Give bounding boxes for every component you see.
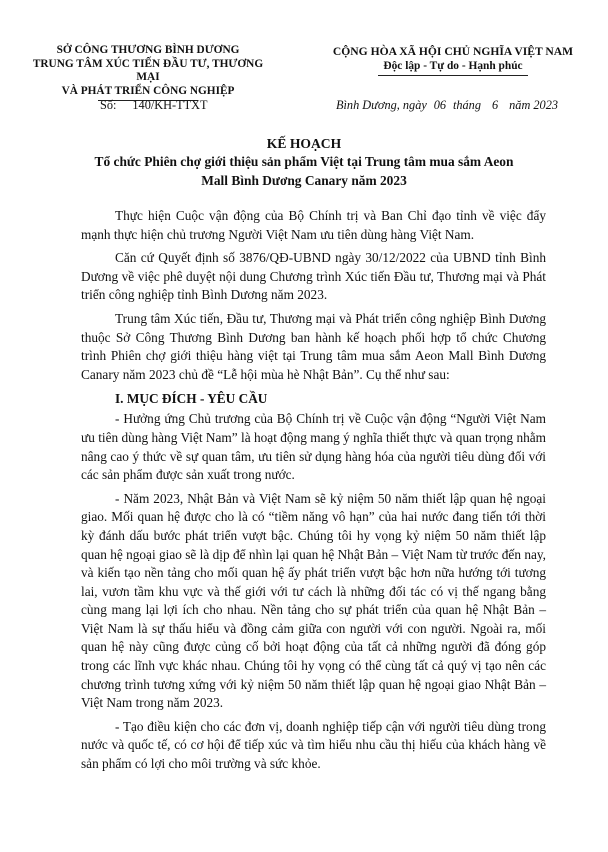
section-paragraph: - Năm 2023, Nhật Bản và Việt Nam sẽ kỷ niệm 50 năm thiết lập quan hệ ngoại giao. Mối quan hệ được cho là có “tiềm năng vô hạn” của hai nước đang tiến tới thời kỳ đánh dấu bước phát triển vượt bậc. Chúng tôi hy vọng kỷ niệm 50 năm thiết lập quan hệ ngoại giao sẽ là dịp để nhìn lại quan hệ Nhật Bản – Việt Nam từ trước đến nay, và kiến tạo nền tảng cho mối quan hệ ấy phát triển vượt bậc hơn nữa hướng tới tương lai, vươn tầm khu vực và thế giới với tư cách là những đối tác có vị thế ngang bằng cùng mang lại lợi ích cho nhau. Nền tảng cho sự phát triển của quan hệ Nhật Bản – Việt Nam là sự thấu hiểu và đồng cảm giữa con người với con người. Ngoài ra, mối quan hệ này cũng được củng cố bởi hoạt động của tất cả những người đã đóng góp trong các lĩnh vực khác nhau. Chúng tôi hy vọng có thể cùng tất cả quý vị tạo nên các chương trình tương xứng với kỷ niệm 50 năm thiết lập quan hệ ngoại giao Nhật Bản – Việt Nam trong năm 2023.: [81, 490, 546, 711]
document-body: [81, 207, 546, 779]
section-paragraph: - Tạo điều kiện cho các đơn vị, doanh nghiệp tiếp cận với người tiêu dùng trong nước và quốc tế, có cơ hội để tiếp xúc và tìm hiểu nhu cầu thị hiếu của khách hàng về sản phẩm có lợi cho môi trường và sức khỏe.: [81, 718, 546, 772]
date-year: năm 2023: [509, 98, 558, 112]
agency-name-line1: TRUNG TÂM XÚC TIẾN ĐẦU TƯ, THƯƠNG MẠI: [32, 57, 264, 83]
intro-paragraph: Thực hiện Cuộc vận động của Bộ Chính trị và Ban Chỉ đạo tỉnh về việc đẩy mạnh thực hiện chủ trương Người Việt Nam ưu tiên dùng hàng Việt Nam.: [81, 208, 546, 242]
document-number: [100, 98, 208, 113]
section-paragraph: - Hưởng ứng Chủ trương của Bộ Chính trị về Cuộc vận động “Người Việt Nam ưu tiên dùng hàng Việt Nam” là hoạt động mang ý nghĩa thiết thực và quan trọng nhằm nâng cao ý thức về sự quan tâm, ưu tiên sử dụng hàng hóa của người tiêu dùng đối với các sản phẩm được sản xuất trong nước.: [81, 411, 546, 483]
agency-name-line2: VÀ PHÁT TRIỂN CÔNG NGHIỆP: [61, 84, 235, 97]
intro-paragraph: Trung tâm Xúc tiến, Đầu tư, Thương mại và Phát triển công nghiệp Bình Dương thuộc Sở Công Thương Bình Dương ban hành kế hoạch phối hợp tổ chức Chương trình Phiên chợ giới thiệu hàng việt tại Trung tâm mua sắm Aeon Mall Bình Dương Canary năm 2023 chủ đề “Lễ hội mùa hè Nhật Bản”. Cụ thể như sau:: [81, 310, 546, 382]
date-prefix: Bình Dương, ngày: [336, 98, 427, 112]
document-number-label: Số:: [100, 98, 117, 112]
document-title: KẾ HOẠCH: [266, 136, 342, 151]
document-number-value: 140/KH-TTXT: [132, 98, 208, 112]
intro-paragraph: Căn cứ Quyết định số 3876/QĐ-UBND ngày 30/12/2022 của UBND tỉnh Bình Dương về việc phê duyệt nội dung Chương trình Xúc tiến Đầu tư, Thương mại và Phát triển công nghiệp tỉnh Bình Dương năm 2023.: [81, 250, 546, 303]
agency-parent: SỞ CÔNG THƯƠNG BÌNH DƯƠNG: [56, 44, 240, 56]
date-month-label: tháng: [452, 98, 481, 112]
date-day: 06: [433, 98, 447, 112]
document-subtitle: Tổ chức Phiên chợ giới thiệu sản phẩm Việt tại Trung tâm mua sắm Aeon Mall Bình Dương Canary năm 2023: [94, 154, 514, 188]
section-heading: I. MỤC ĐÍCH - YÊU CẦU: [115, 391, 268, 407]
country-name: CỘNG HÒA XÃ HỘI CHỦ NGHĨA VIỆT NAM: [332, 45, 574, 58]
national-header: [318, 44, 588, 76]
issue-date: [336, 98, 558, 113]
issuing-agency-header: [28, 44, 268, 101]
date-month: 6: [491, 98, 499, 112]
motto-underline: [378, 75, 528, 76]
national-motto: Độc lập - Tự do - Hạnh phúc: [383, 60, 523, 72]
